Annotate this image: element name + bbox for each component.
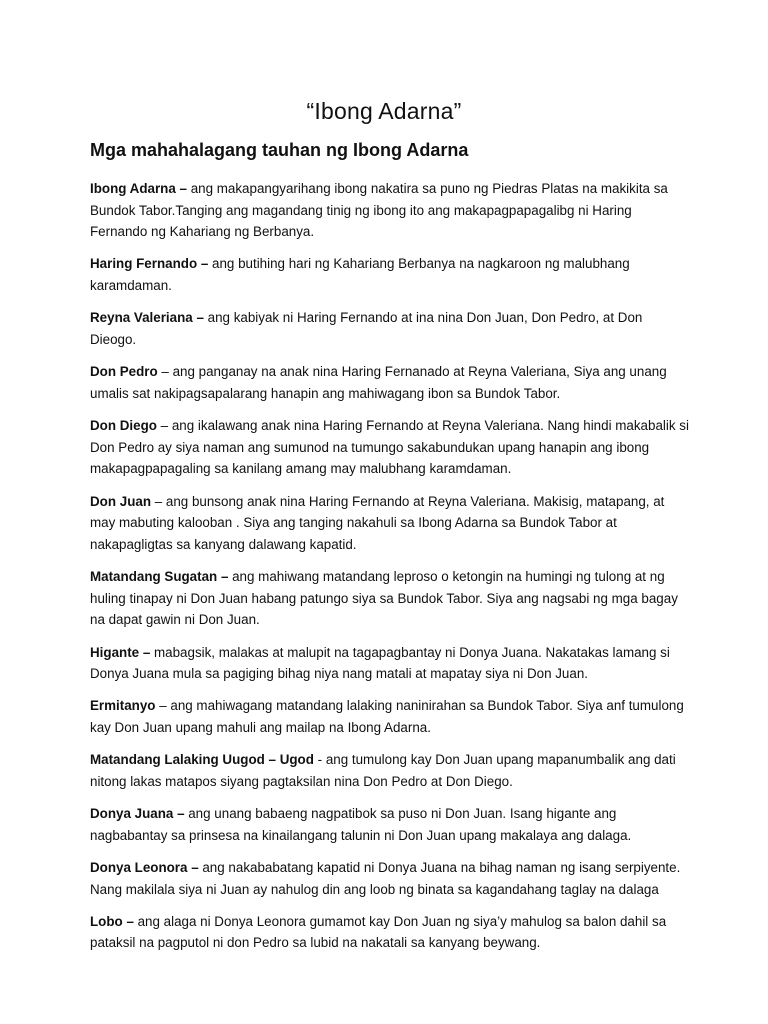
character-name: Don Pedro [90, 364, 158, 380]
character-entry [90, 178, 690, 243]
character-description: - ang tumulong kay Don Juan upang mapanumbalik ang dati nitong lakas matapos siyang pagtaksilan nina Don Pedro at Don Diego. [90, 752, 676, 789]
character-description: ang makapangyarihang ibong nakatira sa puno ng Piedras Platas na makikita sa Bundok Tabor.Tanging ang magandang tinig ng ibong ito ang makapagpapagalibg ni Haring Fernando ng Kahariang ng Berbanya. [90, 181, 668, 240]
character-description: – ang ikalawang anak nina Haring Fernando at Reyna Valeriana. Nang hindi makabalik si Don Pedro ay siya naman ang sumunod na tumungo sakabundukan upang hanapin ang ibong makapagpapagaling sa kanilang amang may malubhang karamdaman. [90, 418, 689, 477]
character-entry [90, 642, 690, 685]
character-name: Don Diego [90, 418, 157, 434]
character-description: mabagsik, malakas at malupit na tagapagbantay ni Donya Juana. Nakatakas lamang si Donya Juana mula sa pagiging bihag niya nang matali at mapatay siya ni Don Juan. [90, 644, 670, 682]
character-entry [90, 491, 690, 556]
character-name: Donya Leonora – [90, 860, 199, 875]
character-entry [90, 695, 690, 738]
document-title: “Ibong Adarna” [306, 98, 462, 124]
character-entry [90, 415, 690, 480]
character-entry [90, 307, 690, 350]
character-entry [90, 911, 690, 954]
character-description: – ang bunsong anak nina Haring Fernando at Reyna Valeriana. Makisig, matapang, at may mabuting kalooban . Siya ang tanging nakahuli sa Ibong Adarna sa Bundok Tabor at nakapagligtas sa kanyang dalawang kapatid. [90, 493, 665, 552]
character-name: Donya Juana – [90, 806, 185, 822]
character-name: Ibong Adarna – [90, 181, 187, 196]
character-description: ang alaga ni Donya Leonora gumamot kay Don Juan ng siya’y mahulog sa balon dahil sa pataksil na pagputol ni don Pedro sa lubid na nakatali sa kanyang beywang. [90, 913, 667, 951]
character-description: – ang panganay na anak nina Haring Fernanado at Reyna Valeriana, Siya ang unang umalis sat nakipagsapalarang hanapin ang mahiwagang ibon sa Bundok Tabor. [90, 364, 667, 401]
character-name: Lobo – [90, 913, 134, 929]
character-entry [90, 361, 690, 404]
character-name: Reyna Valeriana – [90, 310, 204, 326]
character-list [90, 178, 690, 965]
character-entry [90, 566, 690, 631]
character-description: ang unang babaeng nagpatibok sa puso ni Don Juan. Isang higante ang nagbabantay sa prinsesa na kinailangang talunin ni Don Juan upang makalaya ang dalaga. [90, 806, 632, 843]
character-entry [90, 857, 690, 900]
character-name: Higante – [90, 644, 151, 660]
document-subtitle: Mga mahahalagang tauhan ng Ibong Adarna [90, 140, 469, 160]
character-name: Matandang Lalaking Uugod – Ugod [90, 752, 314, 768]
character-entry [90, 253, 690, 296]
character-entry [90, 803, 690, 846]
character-name: Haring Fernando – [90, 256, 209, 272]
character-name: Matandang Sugatan – [90, 569, 229, 585]
character-name: Ermitanyo [90, 698, 156, 714]
character-description: – ang mahiwagang matandang lalaking naninirahan sa Bundok Tabor. Siya anf tumulong kay Don Juan upang mahuli ang mailap na Ibong Adarna. [90, 698, 684, 735]
character-description: ang mahiwang matandang leproso o ketongin na humingi ng tulong at ng huling tinapay ni Don Juan habang patungo siya sa Bundok Tabor. Siya ang nagsabi ng mga bagay na dapat gawin ni Don Juan. [90, 569, 678, 628]
character-entry [90, 749, 690, 792]
character-description: ang butihing hari ng Kahariang Berbanya na nagkaroon ng malubhang karamdaman. [90, 256, 630, 294]
character-description: ang nakababatang kapatid ni Donya Juana na bihag naman ng isang serpiyente. Nang makilala siya ni Juan ay nahulog din ang loob ng binata sa kagandahang taglay na dalaga [90, 860, 681, 897]
character-description: ang kabiyak ni Haring Fernando at ina nina Don Juan, Don Pedro, at Don Dieogo. [90, 310, 643, 347]
character-name: Don Juan [90, 493, 152, 509]
